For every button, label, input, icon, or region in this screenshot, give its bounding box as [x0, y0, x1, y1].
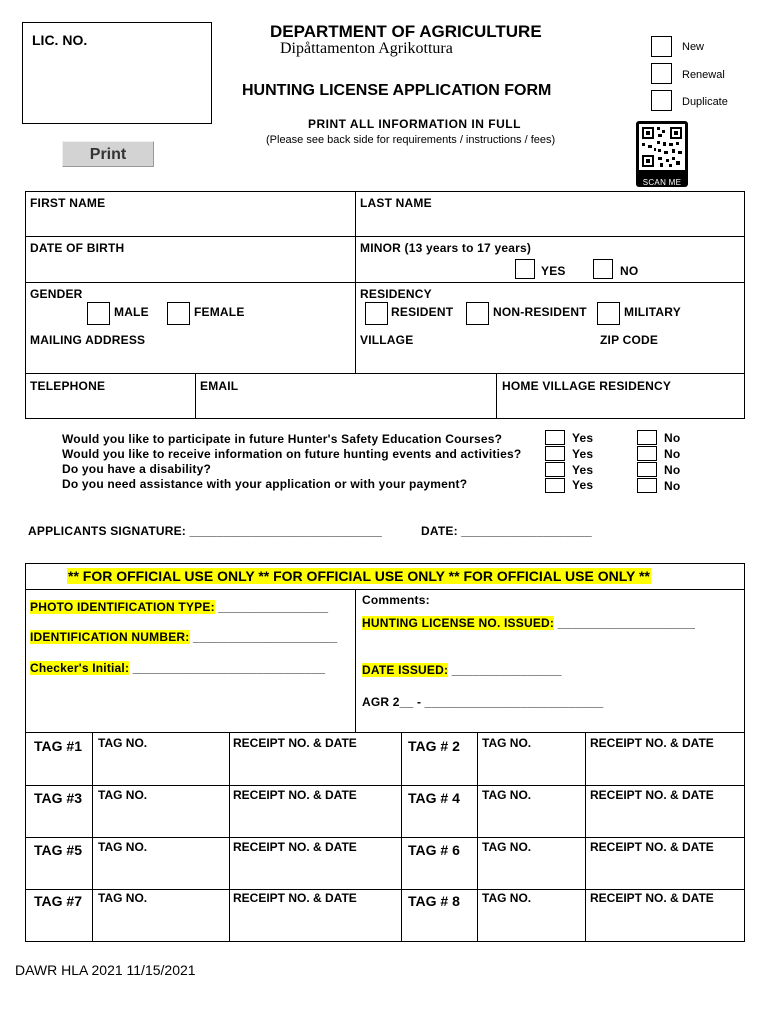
- duplicate-label: Duplicate: [682, 96, 728, 108]
- grid-line: [25, 732, 745, 733]
- department-title: DEPARTMENT OF AGRICULTURE: [270, 22, 542, 41]
- non-resident-checkbox[interactable]: [466, 302, 489, 325]
- date-issued-label: DATE ISSUED:: [362, 663, 449, 677]
- first-name-label: FIRST NAME: [30, 196, 106, 210]
- military-label: MILITARY: [624, 305, 681, 319]
- home-village-label: HOME VILLAGE RESIDENCY: [502, 379, 672, 393]
- id-number-field[interactable]: [30, 630, 337, 644]
- minor-label: MINOR (13 years to 17 years): [360, 241, 532, 255]
- q3-no-label: No: [664, 463, 681, 477]
- mailing-address-label: MAILING ADDRESS: [30, 333, 146, 347]
- tag-no-cell[interactable]: TAG NO.: [482, 840, 532, 854]
- q3-yes-checkbox[interactable]: [545, 462, 565, 477]
- grid-line: [355, 589, 356, 732]
- license-issued-line: ____________________: [554, 616, 696, 630]
- minor-yes-label: YES: [541, 264, 566, 278]
- tag-no-cell[interactable]: TAG NO.: [98, 891, 148, 905]
- tag-no-cell[interactable]: TAG NO.: [482, 788, 532, 802]
- military-checkbox[interactable]: [597, 302, 620, 325]
- gender-label: GENDER: [30, 287, 83, 301]
- grid-line: [92, 732, 93, 942]
- q4-no-label: No: [664, 479, 681, 493]
- tag-7-label: TAG #7: [34, 893, 82, 909]
- tag-8-label: TAG # 8: [408, 893, 460, 909]
- grid-line: [25, 282, 745, 283]
- q1-yes-label: Yes: [572, 431, 594, 445]
- q4-no-checkbox[interactable]: [637, 478, 657, 493]
- grid-line: [229, 732, 230, 942]
- grid-line: [25, 373, 745, 374]
- receipt-cell[interactable]: RECEIPT NO. & DATE: [233, 788, 357, 802]
- receipt-cell[interactable]: RECEIPT NO. & DATE: [590, 736, 714, 750]
- receipt-cell[interactable]: RECEIPT NO. & DATE: [233, 840, 357, 854]
- checker-initial-line: ____________________________: [129, 661, 326, 675]
- tag-3-label: TAG #3: [34, 790, 82, 806]
- duplicate-checkbox[interactable]: [651, 90, 672, 111]
- grid-line: [25, 236, 745, 237]
- tag-6-label: TAG # 6: [408, 842, 460, 858]
- question-events-info: Would you like to receive information on future hunting events and activities?: [62, 447, 522, 461]
- photo-id-field[interactable]: [30, 600, 328, 614]
- tag-no-cell[interactable]: TAG NO.: [98, 840, 148, 854]
- tag-no-cell[interactable]: TAG NO.: [482, 891, 532, 905]
- receipt-cell[interactable]: RECEIPT NO. & DATE: [590, 891, 714, 905]
- tag-no-cell[interactable]: TAG NO.: [98, 736, 148, 750]
- renewal-checkbox[interactable]: [651, 63, 672, 84]
- date-issued-line: ________________: [448, 663, 562, 677]
- tag-2-label: TAG # 2: [408, 738, 460, 754]
- q1-no-checkbox[interactable]: [637, 430, 657, 445]
- female-label: FEMALE: [194, 305, 245, 319]
- license-issued-field[interactable]: [362, 616, 695, 630]
- license-issued-label: HUNTING LICENSE NO. ISSUED:: [362, 616, 555, 630]
- official-use-banner: ** FOR OFFICIAL USE ONLY ** FOR OFFICIAL USE ONLY ** FOR OFFICIAL USE ONLY **: [68, 568, 650, 584]
- village-label: VILLAGE: [360, 333, 414, 347]
- checker-initial-field[interactable]: [30, 661, 325, 675]
- q1-no-label: No: [664, 431, 681, 445]
- question-disability: Do you have a disability?: [62, 462, 212, 476]
- female-checkbox[interactable]: [167, 302, 190, 325]
- grid-line: [25, 785, 745, 786]
- id-number-line: _____________________: [189, 630, 338, 644]
- dob-label: DATE OF BIRTH: [30, 241, 125, 255]
- email-label: EMAIL: [200, 379, 239, 393]
- print-button-label: Print: [89, 146, 127, 163]
- new-label: New: [682, 41, 705, 53]
- grid-line: [477, 732, 478, 942]
- receipt-cell[interactable]: RECEIPT NO. & DATE: [233, 736, 357, 750]
- signature-date-field[interactable]: DATE: ___________________: [421, 524, 592, 538]
- new-checkbox[interactable]: [651, 36, 672, 57]
- resident-label: RESIDENT: [391, 305, 454, 319]
- grid-line: [195, 373, 196, 419]
- scan-me-label: SCAN ME: [642, 178, 682, 187]
- male-checkbox[interactable]: [87, 302, 110, 325]
- see-back-note: (Please see back side for requirements / instructions / fees): [266, 134, 556, 146]
- question-safety-course: Would you like to participate in future Hunter's Safety Education Courses?: [62, 432, 503, 446]
- minor-yes-checkbox[interactable]: [515, 259, 535, 279]
- id-number-label: IDENTIFICATION NUMBER:: [30, 630, 190, 644]
- receipt-cell[interactable]: RECEIPT NO. & DATE: [233, 891, 357, 905]
- grid-line: [25, 889, 745, 890]
- q2-yes-checkbox[interactable]: [545, 446, 565, 461]
- tag-5-label: TAG #5: [34, 842, 82, 858]
- non-resident-label: NON-RESIDENT: [493, 305, 587, 319]
- tag-no-cell[interactable]: TAG NO.: [482, 736, 532, 750]
- form-code: DAWR HLA 2021 11/15/2021: [15, 962, 196, 978]
- applicant-signature-field[interactable]: APPLICANTS SIGNATURE: ____________________________: [28, 524, 382, 538]
- grid-line: [25, 589, 745, 590]
- receipt-cell[interactable]: RECEIPT NO. & DATE: [590, 788, 714, 802]
- grid-line: [25, 837, 745, 838]
- print-instruction: PRINT ALL INFORMATION IN FULL: [308, 117, 521, 131]
- question-assistance: Do you need assistance with your application or with your payment?: [62, 477, 468, 491]
- lic-no-label: LIC. NO.: [32, 32, 88, 48]
- tag-4-label: TAG # 4: [408, 790, 460, 806]
- print-button[interactable]: [62, 141, 154, 167]
- grid-line: [496, 373, 497, 419]
- male-label: MALE: [114, 305, 149, 319]
- agr-field[interactable]: AGR 2__ - __________________________: [362, 695, 604, 709]
- q4-yes-checkbox[interactable]: [545, 478, 565, 493]
- department-local-title: Dipåttamenton Agrikottura: [280, 40, 453, 57]
- checker-initial-label: Checker's Initial:: [30, 661, 130, 675]
- q3-yes-label: Yes: [572, 463, 594, 477]
- grid-line: [585, 732, 586, 942]
- tag-no-cell[interactable]: TAG NO.: [98, 788, 148, 802]
- qr-code-icon: [636, 121, 688, 173]
- last-name-label: LAST NAME: [360, 196, 432, 210]
- renewal-label: Renewal: [682, 69, 725, 81]
- receipt-cell[interactable]: RECEIPT NO. & DATE: [590, 840, 714, 854]
- q4-yes-label: Yes: [572, 478, 594, 492]
- qr-code[interactable]: [636, 121, 688, 187]
- q2-no-label: No: [664, 447, 681, 461]
- comments-label: Comments:: [362, 593, 430, 607]
- form-title: HUNTING LICENSE APPLICATION FORM: [242, 82, 552, 99]
- tag-1-label: TAG #1: [34, 738, 82, 754]
- grid-line: [355, 191, 356, 373]
- minor-no-checkbox[interactable]: [593, 259, 613, 279]
- residency-label: RESIDENCY: [360, 287, 432, 301]
- q1-yes-checkbox[interactable]: [545, 430, 565, 445]
- grid-line: [401, 732, 402, 942]
- resident-checkbox[interactable]: [365, 302, 388, 325]
- photo-id-label: PHOTO IDENTIFICATION TYPE:: [30, 600, 215, 614]
- q2-yes-label: Yes: [572, 447, 594, 461]
- telephone-label: TELEPHONE: [30, 379, 106, 393]
- q3-no-checkbox[interactable]: [637, 462, 657, 477]
- minor-no-label: NO: [620, 264, 639, 278]
- date-issued-field[interactable]: [362, 663, 562, 677]
- q2-no-checkbox[interactable]: [637, 446, 657, 461]
- photo-id-line: ________________: [214, 600, 329, 614]
- zip-label: ZIP CODE: [600, 333, 659, 347]
